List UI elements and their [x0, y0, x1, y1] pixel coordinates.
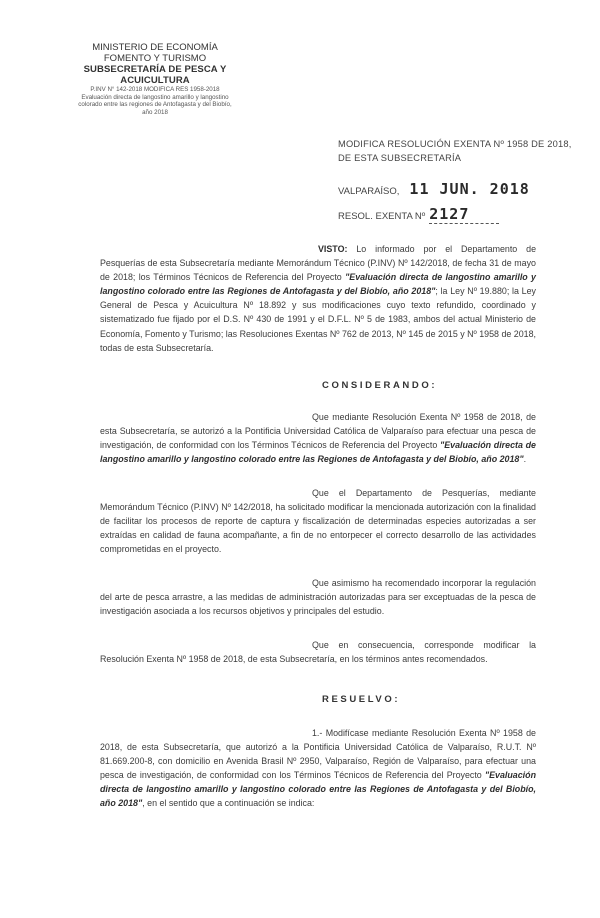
- considerando-heading: CONSIDERANDO:: [322, 380, 438, 391]
- considerando-p3: [100, 576, 536, 618]
- visto-paragraph: [100, 242, 536, 355]
- considerando-p4: [100, 638, 536, 666]
- considerando-p2-text: Que el Departamento de Pesquerías, mediante Memorándum Técnico (P.INV) Nº 142/2018, ha solicitado modificar la mencionada autorización con la finalidad de facilitar los procesos de reporte de captura y fiscalización de determinadas especies autorizadas a ser extraídas en calidad de fauna acompañante, a fin de no entorpecer el correcto desarrollo de las actividades comprometidas en el proyecto.: [100, 488, 536, 555]
- resuelvo-p1-end: , en el sentido que a continuación se indica:: [142, 798, 315, 809]
- file-description-line3: año 2018: [142, 108, 168, 116]
- ministry-subtitle: FOMENTO Y TURISMO: [103, 53, 207, 64]
- considerando-p1-text: Que mediante Resolución Exenta Nº 1958 de 2018, de esta Subsecretaría, se autorizó a la Pontificia Universidad Católica de Valparaíso para efectuar una pesca de investigación, de conformidad con los Términos Técnicos de Referencia del Proyecto: [100, 412, 536, 451]
- subsecretaria-name: SUBSECRETARÍA DE PESCA Y ACUICULTURA: [83, 64, 227, 86]
- considerando-p1-project-title: "Evaluación directa de langostino amarillo y langostino colorado entre las Regiones de Antofagasta y del Biobío, año 2018": [100, 440, 536, 465]
- resuelvo-p1-project-title: "Evaluación directa de langostino amarillo y langostino colorado entre las Regiones de Antofagasta y del Biobío, año 2018": [100, 770, 536, 809]
- file-description-line1: Evaluación directa de langostino amarillo y langostino: [81, 93, 229, 101]
- resuelvo-heading: RESUELVO:: [322, 694, 401, 705]
- considerando-p1-end: .: [523, 454, 527, 465]
- file-reference: P.INV N° 142-2018 MODIFICA RES 1958-2018: [90, 86, 220, 93]
- ministry-name: MINISTERIO DE ECONOMÍA: [92, 42, 218, 53]
- considerando-p1: [100, 410, 536, 466]
- visto-label: VISTO:: [318, 244, 348, 254]
- visto-project-title: "Evaluación directa de langostino amarillo y langostino colorado entre las Regiones de Antofagasta y del Biobío, año 2018": [100, 272, 536, 297]
- considerando-p4-text: Que en consecuencia, corresponde modificar la Resolución Exenta Nº 1958 de 2018, de esta Subsecretaría, en los términos antes recomendados.: [100, 640, 536, 665]
- resuelvo-p1-text: 1.- Modifícase mediante Resolución Exenta Nº 1958 de 2018, de esta Subsecretaría, que autorizó a la Pontificia Universidad Católica de Valparaíso, R.U.T. Nº 81.669.200-8, con domicilio en Avenida Brasil Nº 2950, Valparaíso, Región de Valparaíso, para efectuar una pesca de investigación, de conformidad con los Términos Técnicos de Referencia del Proyecto: [100, 728, 536, 781]
- letterhead: [60, 42, 250, 116]
- resolution-subject: MODIFICA RESOLUCIÓN EXENTA Nº 1958 DE 2018, DE ESTA SUBSECRETARÍA: [338, 139, 572, 163]
- date-line: [338, 180, 530, 198]
- date-stamp: 11 JUN. 2018: [409, 180, 530, 198]
- resolution-number-line: [338, 205, 499, 224]
- resolution-label: RESOL. EXENTA Nº: [338, 211, 426, 222]
- considerando-p2: [100, 486, 536, 556]
- considerando-p3-text: Que asimismo ha recomendado incorporar la regulación del arte de pesca arrastre, a las medidas de administración autorizadas para ser exceptuadas de la pesca de investigación asociada a los recursos objetivos y principales del estudio.: [100, 578, 536, 617]
- visto-text-a: Lo informado por el Departamento de Pesquerías de esta Subsecretaría mediante Memorándum Técnico (P.INV) Nº 142/2018, de fecha 31 de mayo de 2018; los Términos Técnicos de Referencia del Proyecto: [100, 244, 537, 283]
- resolution-number: 2127: [429, 205, 499, 224]
- file-description-line2: colorado entre las regiones de Antofagasta y del Biobío,: [78, 101, 232, 108]
- date-place: VALPARAÍSO,: [338, 186, 400, 197]
- resuelvo-p1: [100, 726, 536, 811]
- visto-text-b: ; la Ley Nº 19.880; la Ley General de Pesca y Acuicultura Nº 18.892 y sus modificaciones cuyo texto refundido, coordinado y sistematizado fue fijado por el D.S. Nº 430 de 1991 y el D.F.L. Nº 5 de 1983, ambos del actual Ministerio de Economía, Fomento y Turismo; las Resoluciones Exentas Nº 762 de 2013, Nº 145 de 2015 y Nº 1958 de 2018, todas de esta Subsecretaría.: [100, 286, 536, 353]
